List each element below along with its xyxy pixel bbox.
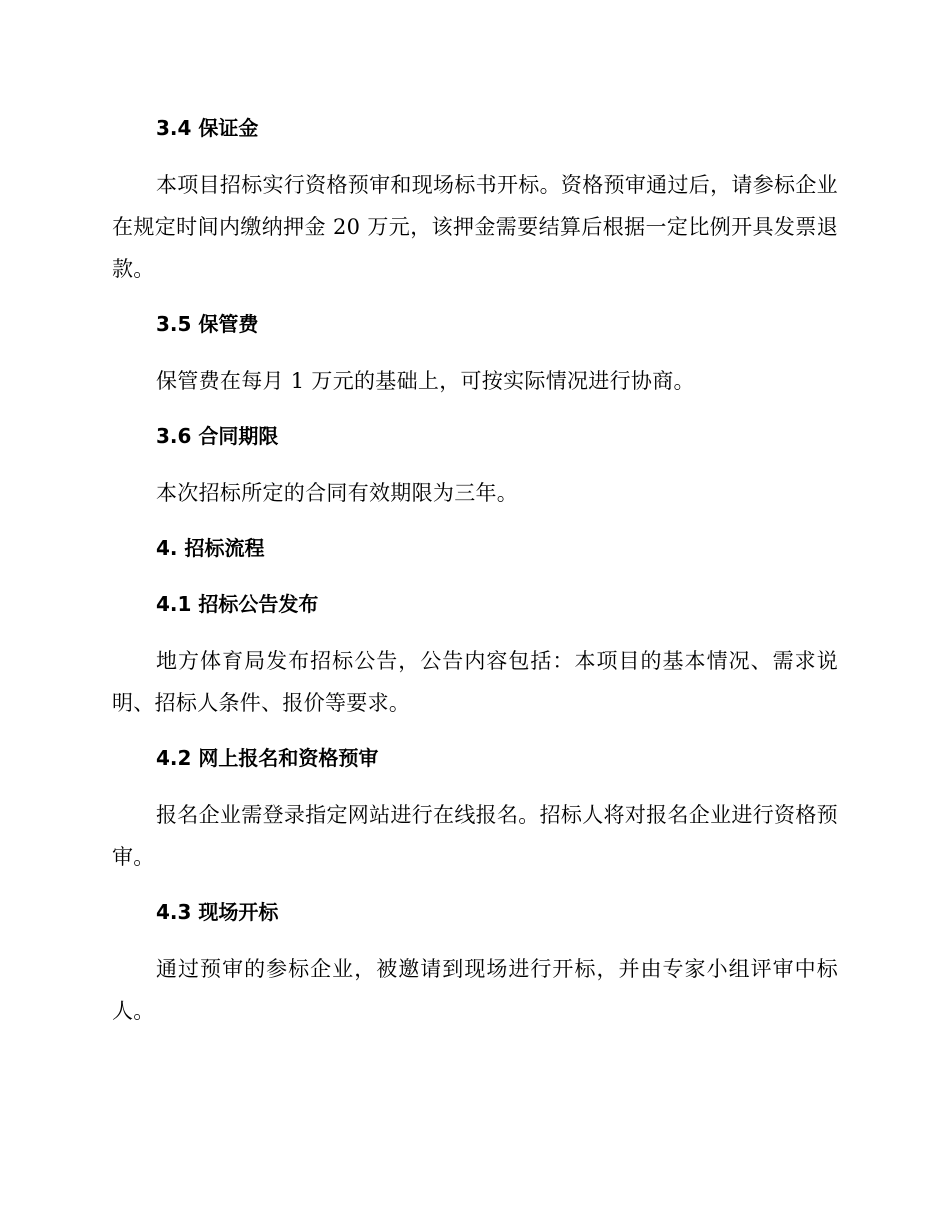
section-heading-3-4: 3.4 保证金 <box>156 116 259 140</box>
section-heading-4-2: 4.2 网上报名和资格预审 <box>156 746 379 770</box>
paragraph-registration: 报名企业需登录指定网站进行在线报名。招标人将对报名企业进行资格预审。 <box>112 803 838 869</box>
section-heading-4-1: 4.1 招标公告发布 <box>156 592 319 616</box>
section-heading-3-6: 3.6 合同期限 <box>156 424 279 448</box>
paragraph-announcement: 地方体育局发布招标公告，公告内容包括：本项目的基本情况、需求说明、招标人条件、报价等要求。 <box>112 649 838 715</box>
paragraph-bid-opening: 通过预审的参标企业，被邀请到现场进行开标，并由专家小组评审中标人。 <box>112 957 838 1023</box>
section-heading-3-5: 3.5 保管费 <box>156 312 259 336</box>
section-heading-4: 4. 招标流程 <box>156 536 265 560</box>
paragraph-custody-fee: 保管费在每月 1 万元的基础上，可按实际情况进行协商。 <box>156 369 695 393</box>
paragraph-contract-term: 本次招标所定的合同有效期限为三年。 <box>156 481 519 505</box>
section-heading-4-3: 4.3 现场开标 <box>156 900 279 924</box>
paragraph-deposit: 本项目招标实行资格预审和现场标书开标。资格预审通过后，请参标企业在规定时间内缴纳押金 20 万元，该押金需要结算后根据一定比例开具发票退款。 <box>112 173 838 281</box>
